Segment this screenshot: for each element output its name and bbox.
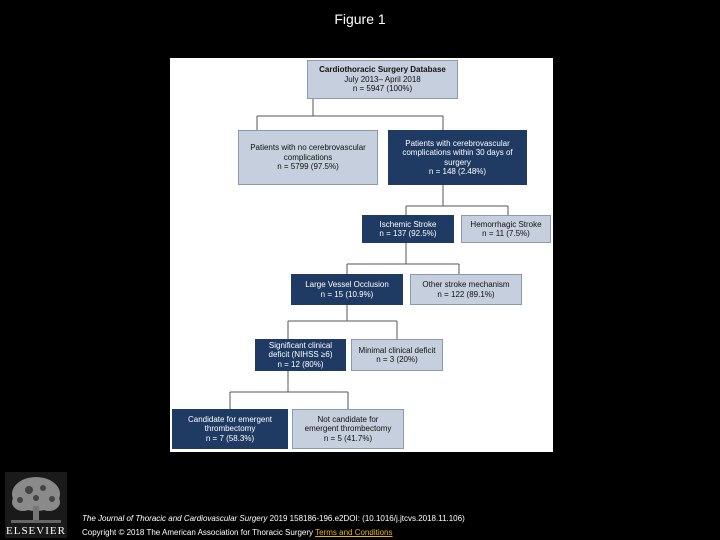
lvo-count: n = 15 (10.9%) — [320, 289, 374, 299]
not-candidate-line2: emergent thrombectomy — [304, 424, 392, 434]
not-candidate-count: n = 5 (41.7%) — [323, 433, 373, 443]
candidate-line2: thrombectomy — [204, 424, 256, 434]
no-complications-count: n = 5799 (97.5%) — [277, 162, 339, 172]
connector-ischemic — [347, 243, 459, 274]
not-candidate-box — [292, 409, 404, 449]
database-range: July 2013– April 2018 — [344, 74, 421, 84]
significant-deficit-count: n = 12 (80%) — [277, 359, 324, 369]
lvo-box — [291, 274, 403, 305]
database-count: n = 5947 (100%) — [352, 84, 413, 94]
ischemic-label: Ischemic Stroke — [379, 219, 437, 229]
other-mechanism-label: Other stroke mechanism — [422, 280, 510, 289]
connector-database — [257, 99, 443, 130]
with-complications-box — [388, 130, 527, 185]
no-complications-line2: complications — [283, 152, 333, 162]
minimal-deficit-count: n = 3 (20%) — [376, 355, 418, 364]
significant-deficit-box — [255, 339, 346, 371]
database-box — [307, 60, 458, 99]
with-complications-line1: Patients with cerebrovascular — [405, 138, 510, 148]
minimal-deficit-label: Minimal clinical deficit — [358, 345, 436, 355]
minimal-deficit-box — [351, 339, 443, 371]
ischemic-count: n = 137 (92.5%) — [379, 229, 437, 238]
with-complications-line2: complications within 30 days of — [402, 148, 513, 157]
copyright — [82, 528, 393, 537]
candidate-line1: Candidate for emergent — [187, 414, 273, 424]
candidate-count: n = 7 (58.3%) — [205, 433, 255, 443]
database-title: Cardiothoracic Surgery Database — [319, 65, 446, 75]
publisher-name: ELSEVIER — [6, 525, 66, 537]
journal-name: The Journal of Thoracic and Cardiovascular Surgery — [82, 514, 268, 523]
significant-deficit-line2: deficit (NIHSS ≥6) — [268, 350, 333, 360]
slide-title: Figure 1 — [334, 11, 386, 27]
connector-deficit — [230, 371, 348, 409]
citation-details: 2019 158186-196.e2DOI: (10.1016/j.jtcvs.2018.11.106) — [267, 514, 465, 523]
not-candidate-line1: Not candidate for — [317, 414, 379, 424]
hemorrhagic-label: Hemorrhagic Stroke — [470, 219, 542, 229]
hemorrhagic-count: n = 11 (7.5%) — [482, 229, 530, 238]
connector-complications — [406, 185, 508, 215]
significant-deficit-line1: Significant clinical — [268, 340, 333, 350]
citation — [82, 514, 465, 523]
with-complications-count: n = 148 (2.48%) — [428, 167, 487, 176]
lvo-label: Large Vessel Occlusion — [305, 280, 389, 289]
terms-link[interactable]: Terms and Conditions — [315, 528, 393, 537]
other-mechanism-count: n = 122 (89.1%) — [437, 289, 495, 299]
ischemic-stroke-box — [362, 215, 454, 243]
flowchart-figure — [170, 58, 553, 452]
hemorrhagic-stroke-box — [461, 215, 551, 243]
no-complications-line1: Patients with no cerebrovascular — [250, 143, 366, 153]
connector-lvo — [288, 305, 397, 339]
other-mechanism-box — [410, 274, 522, 305]
copyright-text: Copyright © 2018 The American Association for Thoracic Surgery — [82, 528, 316, 537]
no-complications-box — [238, 130, 378, 185]
candidate-box — [172, 409, 288, 449]
connector-lines — [170, 58, 553, 452]
with-complications-line3: surgery — [444, 157, 471, 167]
